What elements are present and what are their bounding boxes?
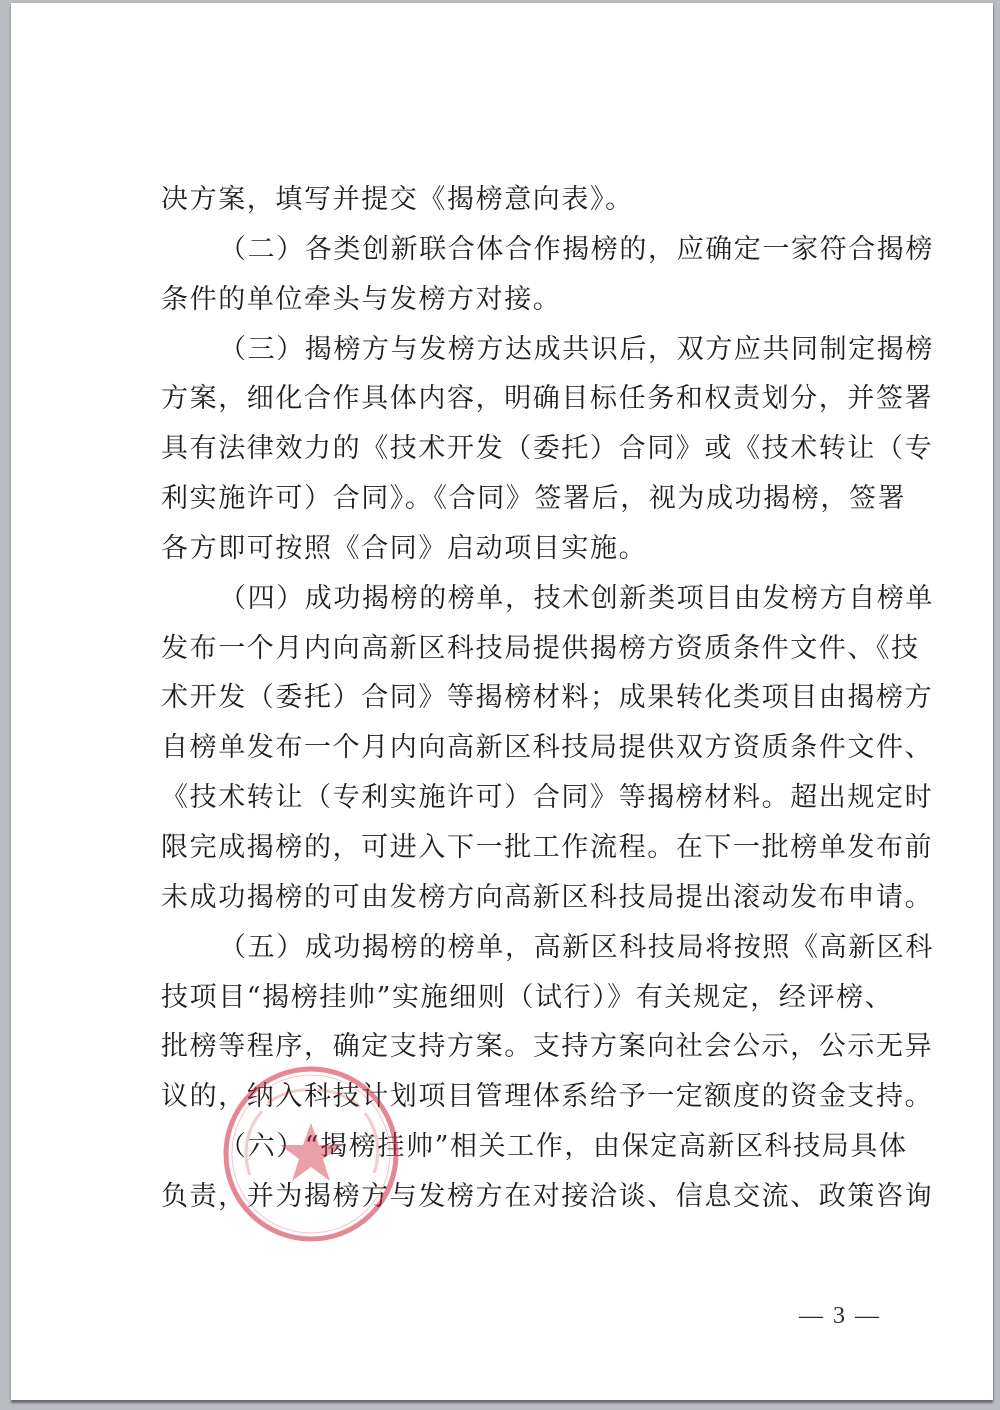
text-line: 发布一个月内向高新区科技局提供揭榜方资质条件文件、《技 [161, 632, 920, 664]
text-line: 技项目“揭榜挂帅”实施细则（试行）》有关规定，经评榜、 [161, 981, 894, 1013]
page-number: — 3 — [799, 1303, 881, 1329]
text-line: 《技术转让（专利实施许可）合同》等揭榜材料。超出规定时 [161, 782, 934, 814]
text-line: 议的，纳入科技计划项目管理体系给予一定额度的资金支持。 [161, 1081, 934, 1113]
text-line: 方案，细化合作具体内容，明确目标任务和权责划分，并签署 [161, 383, 934, 415]
text-line: 术开发（委托）合同》等揭榜材料；成果转化类项目由揭榜方 [161, 682, 934, 714]
text-line: 决方案，填写并提交《揭榜意向表》。 [161, 184, 634, 215]
text-line: 利实施许可）合同》。《合同》签署后，视为成功揭榜，签署 [161, 483, 907, 515]
text-line: （二）各类创新联合体合作揭榜的，应确定一家符合揭榜 [219, 233, 934, 265]
text-line: 条件的单位牵头与发榜方对接。 [161, 283, 562, 315]
document-body [161, 175, 934, 1222]
text-line: 负责，并为揭榜方与发榜方在对接洽谈、信息交流、政策咨询 [161, 1180, 934, 1212]
text-line: （五）成功揭榜的榜单，高新区科技局将按照《高新区科 [219, 931, 934, 963]
text-line: （六）“揭榜挂帅”相关工作，由保定高新区科技局具体 [219, 1131, 908, 1163]
document-page [11, 3, 993, 1400]
text-line: 限完成揭榜的，可进入下一批工作流程。在下一批榜单发布前 [161, 831, 934, 863]
text-line: （三）揭榜方与发榜方达成共识后，双方应共同制定揭榜 [219, 333, 934, 365]
text-line: 批榜等程序，确定支持方案。支持方案向社会公示，公示无异 [161, 1031, 934, 1063]
text-line: 具有法律效力的《技术开发（委托）合同》或《技术转让（专 [161, 433, 934, 465]
text-line: （四）成功揭榜的榜单，技术创新类项目由发榜方自榜单 [219, 582, 934, 614]
text-line: 自榜单发布一个月内向高新区科技局提供双方资质条件文件、 [161, 732, 934, 764]
text-line: 各方即可按照《合同》启动项目实施。 [161, 532, 648, 564]
text-line: 未成功揭榜的可由发榜方向高新区科技局提出滚动发布申请。 [161, 881, 934, 913]
